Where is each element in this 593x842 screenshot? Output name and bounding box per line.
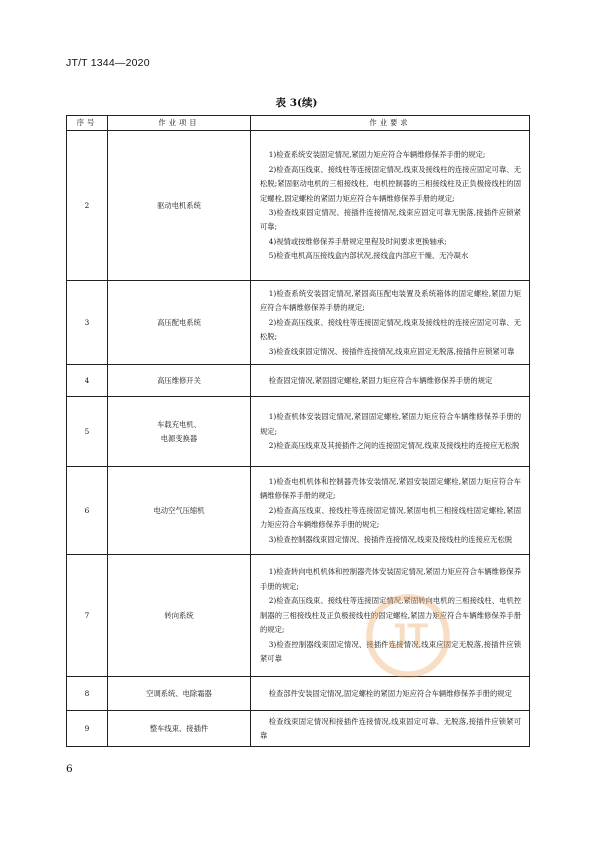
table-row xyxy=(67,397,530,467)
requirement-item: 检查线束固定情况和接插件连接情况,线束固定可靠、无脱落,接插件应锁紧可靠 xyxy=(260,716,521,740)
seal-letters: JT xyxy=(387,616,429,656)
requirement-item: 2)检查高压线束、接线柱等连接固定情况,紧固转向电机的三相接线柱、电机控制器的三相接线柱及正负极接线柱的固定螺栓,紧固力矩应符合车辆维修保养手册的规定; xyxy=(260,596,521,635)
maintenance-requirements-table xyxy=(66,115,530,747)
requirement-item: 1)检查机体安装固定情况,紧固固定螺栓,紧固力矩应符合车辆维修保养手册的规定; xyxy=(260,412,521,436)
requirement-item: 2)检查高压线束、接线柱等连接固定情况,线束及接线柱的连接应固定可靠、无松脱;紧固驱动电机的三相接线柱、电机控制器的三相接线柱及正负极接线柱的固定螺栓,固定螺栓的紧固力矩应符合车辆维修保养手册的规定; xyxy=(260,164,521,203)
work-item-line: 电源变换器 xyxy=(160,433,198,443)
requirement-item: 2)检查高压线束、接线柱等连接固定情况,紧固电机三相接线柱固定螺栓,紧固力矩应符合车辆维修保养手册的规定; xyxy=(260,505,521,530)
work-item xyxy=(108,131,251,281)
work-item xyxy=(108,397,251,467)
work-requirements xyxy=(251,365,530,397)
requirement-item: 1)检查系统安装固定情况,紧固力矩应符合车辆维修保养手册的规定; xyxy=(268,150,486,160)
work-item-line: 高压维修开关 xyxy=(157,375,201,385)
table-row xyxy=(67,131,530,281)
work-item xyxy=(108,467,251,555)
requirement-item: 1)检查系统安装固定情况,紧固高压配电装置及系统箱体的固定螺栓,紧固力矩应符合车辆维修保养手册的规定; xyxy=(260,288,521,313)
requirement-item: 3)检查控制器线束固定情况、接插件连接情况,线束及接线柱的连接应无松脱 xyxy=(268,534,513,544)
work-item-line: 电动空气压缩机 xyxy=(153,505,205,515)
requirement-item: 2)检查高压线束及其接插件之间的连接固定情况,线束及接线柱的连接应无松脱 xyxy=(268,441,520,451)
table-row xyxy=(67,555,530,677)
table-row xyxy=(67,281,530,365)
table-row xyxy=(67,365,530,397)
column-header-requirements: 作业要求 xyxy=(251,116,530,131)
row-number: 8 xyxy=(67,677,108,711)
work-requirements xyxy=(251,467,530,555)
work-item xyxy=(108,555,251,677)
requirement-item: 3)检查线束固定情况、接插件连接情况,线束应固定可靠无脱落,接插件应锁紧可靠; xyxy=(260,207,521,232)
requirement-item: 4)视情或按维修保养手册规定里程及时间要求更换轴承; xyxy=(268,236,447,246)
table-row xyxy=(67,467,530,555)
work-item-line: 车载充电机、 xyxy=(157,419,201,429)
requirement-item: 1)检查电机机体和控制器壳体安装情况,紧固安装固定螺栓,紧固力矩应符合车辆维修保养手册的规定; xyxy=(260,476,521,501)
row-number: 4 xyxy=(67,365,108,397)
work-requirements xyxy=(251,555,530,677)
work-requirements xyxy=(251,397,530,467)
row-number: 3 xyxy=(67,281,108,365)
column-header-item: 作业项目 xyxy=(108,116,251,131)
table-row xyxy=(67,677,530,711)
column-header-no: 序号 xyxy=(67,116,108,131)
row-number: 5 xyxy=(67,397,108,467)
requirement-item: 2)检查高压线束、接线柱等连接固定情况,线束及接线柱的连接应固定可靠、无松脱; xyxy=(260,317,521,342)
table-row xyxy=(67,711,530,747)
work-item xyxy=(108,711,251,747)
table-title: 表 3(续) xyxy=(275,97,318,109)
work-item-line: 驱动电机系统 xyxy=(157,200,201,210)
work-item xyxy=(108,677,251,711)
row-number: 7 xyxy=(67,555,108,677)
page-number: 6 xyxy=(66,763,73,775)
requirement-item: 3)检查线束固定情况、接插件连接情况,线束应固定无脱落,接插件应锁紧可靠 xyxy=(268,346,515,356)
requirement-item: 5)检查电机高压接线盒内部状况,接线盒内部应干燥、无冷凝水 xyxy=(268,251,469,261)
work-item-line: 高压配电系统 xyxy=(157,317,201,327)
work-requirements xyxy=(251,281,530,365)
work-item-line: 空调系统、电除霜器 xyxy=(146,688,212,698)
row-number: 2 xyxy=(67,131,108,281)
table-body xyxy=(67,131,530,747)
row-number: 9 xyxy=(67,711,108,747)
table-header-row xyxy=(67,116,530,131)
requirement-item: 检查固定情况,紧固固定螺栓,紧固力矩应符合车辆维修保养手册的规定 xyxy=(268,375,493,385)
work-item xyxy=(108,281,251,365)
work-requirements xyxy=(251,131,530,281)
row-number: 6 xyxy=(67,467,108,555)
document-code: JT/T 1344—2020 xyxy=(66,57,150,69)
work-item xyxy=(108,365,251,397)
requirement-item: 3)检查控制器线束固定情况、接插件连接情况,线束应固定无脱落,接插件应锁紧可靠 xyxy=(260,639,521,663)
work-requirements xyxy=(251,677,530,711)
work-requirements xyxy=(251,711,530,747)
requirement-item: 检查部件安装固定情况,固定螺栓的紧固力矩应符合车辆维修保养手册的规定 xyxy=(268,688,512,698)
work-item-line: 转向系统 xyxy=(164,610,194,620)
work-item-line: 整车线束、接插件 xyxy=(149,723,209,733)
requirement-item: 1)检查转向电机机体和控制器壳体安装固定情况,紧固力矩应符合车辆维修保养手册的规定; xyxy=(260,567,521,591)
